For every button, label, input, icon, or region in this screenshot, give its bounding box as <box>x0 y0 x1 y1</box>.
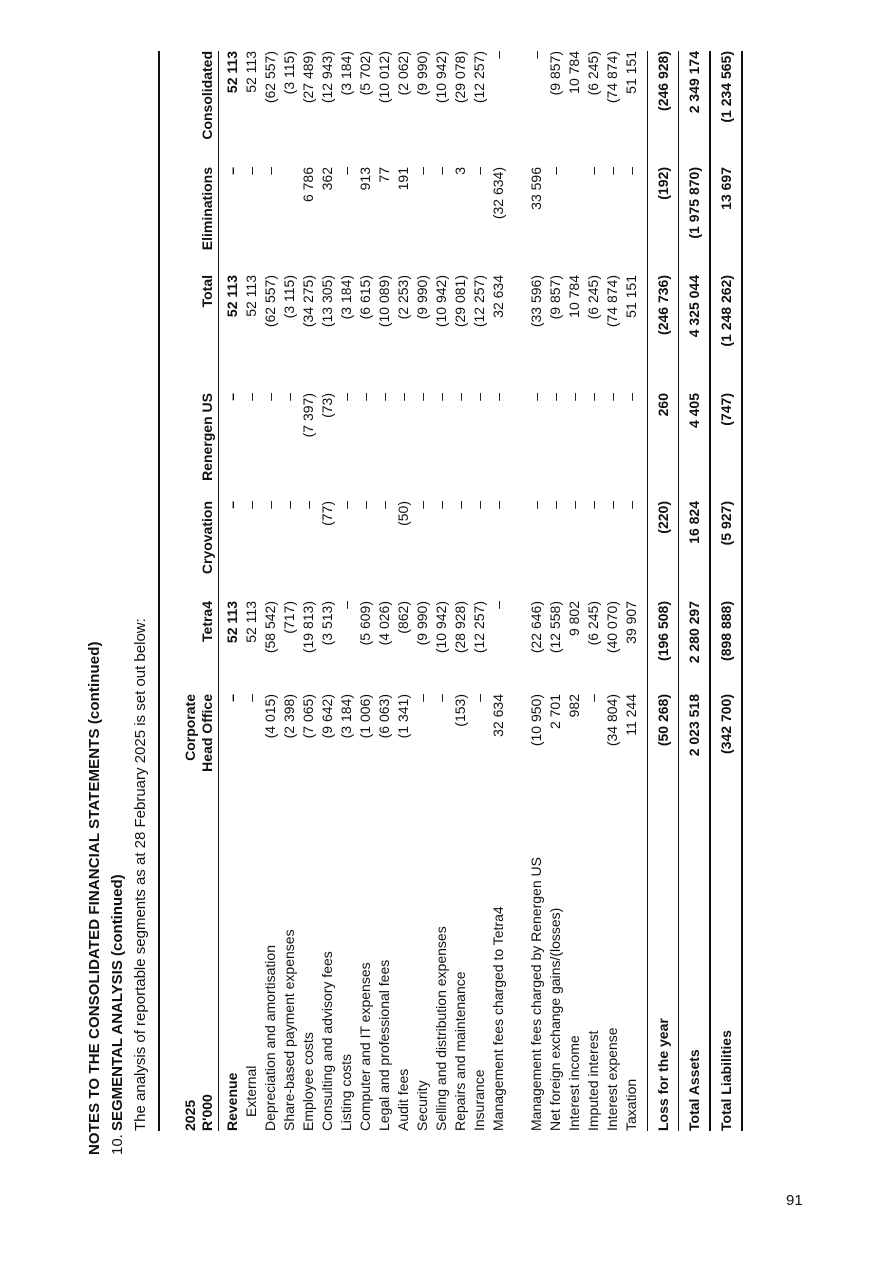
cell-value: – <box>376 501 392 509</box>
cell-value: (10 942) <box>433 51 449 104</box>
cell-value: (1 248 262) <box>717 275 734 347</box>
table-row <box>508 51 546 1131</box>
column-header <box>182 51 216 167</box>
cell-value: (12 257) <box>471 275 487 328</box>
cell-value: (6 615) <box>357 275 373 320</box>
table-row <box>223 51 242 1131</box>
cell-value: – <box>490 393 506 401</box>
column-header-line <box>182 275 199 393</box>
table-row <box>451 51 470 1131</box>
cell-value: (862) <box>395 601 411 634</box>
table-header <box>160 51 218 1131</box>
cell-value: (7 397) <box>300 393 316 438</box>
cell-value: (22 646) <box>528 601 544 654</box>
cell-value: (747) <box>717 393 734 426</box>
cell-value: (10 089) <box>376 275 392 328</box>
cell-value: – <box>224 501 240 509</box>
cell-value: – <box>471 501 487 509</box>
table-totals <box>648 51 743 1131</box>
cell-value: – <box>490 501 506 509</box>
cell-value: (74 874) <box>604 51 620 104</box>
cell-value: (29 081) <box>452 275 468 328</box>
column-header-line <box>182 601 199 694</box>
cell-value: 52 113 <box>224 275 240 318</box>
total-row <box>648 51 678 1131</box>
cell-value: – <box>224 167 240 175</box>
cell-value: 4 325 044 <box>685 275 702 338</box>
cell-value: (1 341) <box>395 694 411 739</box>
cell-value: – <box>357 393 373 401</box>
cell-value: 32 634 <box>490 275 506 318</box>
cell-value: (34 275) <box>300 275 316 328</box>
table-row <box>432 51 451 1131</box>
cell-value: – <box>471 167 487 175</box>
cell-value: 52 113 <box>224 51 240 94</box>
cell-value: (73) <box>319 393 335 418</box>
cell-value: (12 943) <box>319 51 335 104</box>
column-header <box>182 694 216 804</box>
cell-value: (12 257) <box>471 601 487 654</box>
cell-value: 11 244 <box>623 694 639 736</box>
cell-value: – <box>452 393 468 401</box>
cell-value: – <box>528 51 544 59</box>
rotated-page-content <box>86 45 846 1155</box>
cell-value: – <box>243 501 259 509</box>
cell-value: – <box>585 167 601 175</box>
cell-value: (28 928) <box>452 601 468 654</box>
section-title: SEGMENTAL ANALYSIS (continued) <box>109 874 126 1131</box>
row-label: Repairs and maintenance <box>452 971 468 1131</box>
header-year-unit <box>182 804 216 1131</box>
cell-value: – <box>262 393 278 401</box>
cell-value: (153) <box>452 694 468 727</box>
row-label: Computer and IT expenses <box>357 962 373 1131</box>
cell-value: (246 928) <box>654 51 671 111</box>
column-header-line: Cryovation <box>199 501 215 575</box>
cell-value: – <box>604 393 620 401</box>
cell-value: – <box>262 167 278 175</box>
cell-value: – <box>281 501 297 509</box>
cell-value: – <box>547 501 563 509</box>
cell-value: – <box>414 694 430 702</box>
header-rule <box>218 51 219 1131</box>
cell-value: – <box>300 501 316 509</box>
cell-value: – <box>604 501 620 509</box>
cell-value: (50 268) <box>654 694 671 747</box>
cell-value: (27 489) <box>300 51 316 104</box>
cell-value: (3 115) <box>281 275 297 319</box>
cell-value: – <box>338 501 354 509</box>
column-header-line: Eliminations <box>199 167 215 251</box>
cell-value: – <box>623 393 639 401</box>
row-label: Revenue <box>224 1072 240 1131</box>
column-header-line <box>182 393 199 501</box>
cell-value: (77) <box>319 501 335 526</box>
cell-value: (342 700) <box>717 694 734 754</box>
row-label: Taxation <box>623 1078 639 1131</box>
column-header-line: Total <box>199 275 215 308</box>
cell-value: (29 078) <box>452 51 468 104</box>
table-body <box>223 51 641 1131</box>
cell-value: 52 113 <box>243 51 259 93</box>
cell-value: (6 063) <box>376 694 392 739</box>
cell-value: – <box>224 694 240 702</box>
cell-value: – <box>281 393 297 401</box>
cell-value: – <box>490 51 506 59</box>
table-row <box>546 51 565 1131</box>
cell-value: – <box>414 501 430 509</box>
cell-value: 77 <box>376 167 392 183</box>
cell-value: (10 942) <box>433 601 449 654</box>
cell-value: (3 184) <box>338 694 354 739</box>
row-label: Imputed interest <box>585 1030 601 1131</box>
cell-value: (9 857) <box>547 51 563 96</box>
cell-value: – <box>623 501 639 509</box>
cell-value: (58 542) <box>262 601 278 654</box>
table-row <box>470 51 489 1131</box>
cell-value: (9 857) <box>547 275 563 320</box>
totals-rule <box>741 51 743 1131</box>
cell-value: – <box>224 393 240 401</box>
cell-value: (74 874) <box>604 275 620 328</box>
cell-value: 4 405 <box>685 393 702 429</box>
table-row <box>375 51 394 1131</box>
cell-value: (10 012) <box>376 51 392 104</box>
cell-value: – <box>547 167 563 175</box>
cell-value: 982 <box>566 694 582 718</box>
cell-value: – <box>471 393 487 401</box>
cell-value: (196 508) <box>654 601 671 661</box>
column-header-line: Consolidated <box>199 51 215 140</box>
cell-value: – <box>490 601 506 609</box>
row-label: Interest income <box>566 1035 582 1131</box>
cell-value: 913 <box>357 167 373 191</box>
cell-value: 2 023 518 <box>685 694 702 757</box>
cell-value: – <box>433 393 449 401</box>
cell-value: – <box>338 393 354 401</box>
cell-value: – <box>338 601 354 609</box>
row-label: Management fees charged by Renergen US <box>528 857 544 1131</box>
cell-value: (3 513) <box>319 601 335 646</box>
row-label: Legal and professional fees <box>376 959 392 1131</box>
cell-value: 33 596 <box>528 167 544 210</box>
cell-value: – <box>528 501 544 509</box>
cell-value: – <box>585 393 601 401</box>
cell-value: (12 257) <box>471 51 487 104</box>
cell-value: 362 <box>319 167 335 191</box>
cell-value: (1 234 565) <box>717 51 734 123</box>
table-row <box>565 51 584 1131</box>
cell-value: – <box>243 393 259 401</box>
cell-value: (192) <box>654 167 671 200</box>
cell-value: (3 184) <box>338 51 354 96</box>
cell-value: (62 557) <box>262 275 278 328</box>
row-label: Total Assets <box>685 1049 702 1131</box>
table-row <box>280 51 299 1131</box>
cell-value: 52 113 <box>224 601 240 644</box>
table-row <box>356 51 375 1131</box>
cell-value: – <box>338 167 354 175</box>
cell-value: 10 784 <box>566 275 582 318</box>
cell-value: 2 280 297 <box>685 601 702 664</box>
cell-value: 32 634 <box>490 694 506 737</box>
row-label: Net foreign exchange gains/(losses) <box>547 907 563 1131</box>
cell-value: (2 398) <box>281 694 297 739</box>
row-label: Consulting and advisory fees <box>319 951 335 1131</box>
cell-value: (6 245) <box>585 51 601 96</box>
cell-value: – <box>414 167 430 175</box>
cell-value: (4 026) <box>376 601 392 646</box>
cell-value: (10 950) <box>528 694 544 747</box>
cell-value: 3 <box>452 167 468 175</box>
row-label: External <box>243 1065 259 1117</box>
row-label: Interest expense <box>604 1027 620 1131</box>
cell-value: 39 907 <box>623 601 639 644</box>
header-year: 2025 <box>182 1099 198 1131</box>
cell-value: (34 804) <box>604 694 620 747</box>
cell-value: (2 253) <box>395 275 411 320</box>
cell-value: – <box>433 167 449 175</box>
cell-value: (40 070) <box>604 601 620 654</box>
cell-value: (717) <box>281 601 297 634</box>
cell-value: – <box>604 167 620 175</box>
cell-value: 51 151 <box>623 275 639 318</box>
table-row <box>622 51 641 1131</box>
cell-value: 52 113 <box>243 275 259 317</box>
cell-value: – <box>566 393 582 401</box>
cell-value: (3 115) <box>281 51 297 95</box>
cell-value: (9 642) <box>319 694 335 739</box>
column-header-line: Tetra4 <box>199 601 215 642</box>
cell-value: (12 558) <box>547 601 563 654</box>
cell-value: (9 990) <box>414 601 430 646</box>
cell-value: – <box>585 694 601 702</box>
row-label: Listing costs <box>338 1053 354 1131</box>
cell-value: 10 784 <box>566 51 582 94</box>
cell-value: – <box>376 393 392 401</box>
cell-value: (4 015) <box>262 694 278 739</box>
header-unit: R'000 <box>199 1094 215 1131</box>
column-header-line: Head Office <box>199 694 215 772</box>
table-row <box>394 51 413 1131</box>
row-label: Total Liabilities <box>717 1030 734 1131</box>
section-number: 10. <box>109 1134 126 1155</box>
column-header-line: Corporate <box>182 694 198 761</box>
cell-value: (898 888) <box>717 601 734 661</box>
cell-value: (13 305) <box>319 275 335 328</box>
cell-value: (3 184) <box>338 275 354 320</box>
intro-text: The analysis of reportable segments as at 28 February 2025 is set out below: <box>132 618 149 1131</box>
table-row <box>603 51 622 1131</box>
cell-value: 52 113 <box>243 601 259 643</box>
cell-value: – <box>547 393 563 401</box>
cell-value: – <box>471 694 487 702</box>
row-label: Employee costs <box>300 1032 316 1131</box>
cell-value: (5 927) <box>717 501 734 546</box>
table-row <box>242 51 261 1131</box>
cell-value: (6 245) <box>585 275 601 320</box>
cell-value: – <box>585 501 601 509</box>
cell-value: (5 702) <box>357 51 373 96</box>
cell-value: 51 151 <box>623 51 639 94</box>
table-row <box>299 51 318 1131</box>
column-header <box>182 167 216 275</box>
column-header <box>182 275 216 393</box>
cell-value: (62 557) <box>262 51 278 104</box>
table-row <box>337 51 356 1131</box>
cell-value: (7 065) <box>300 694 316 739</box>
cell-value: – <box>452 501 468 509</box>
cell-value: – <box>243 167 259 175</box>
total-row <box>711 51 741 1131</box>
column-header <box>182 393 216 501</box>
cell-value: (19 813) <box>300 601 316 654</box>
cell-value: (246 736) <box>654 275 671 335</box>
column-header-line: Renergen US <box>199 393 215 481</box>
cell-value: 191 <box>395 167 411 191</box>
cell-value: (2 062) <box>395 51 411 96</box>
segment-table <box>158 51 743 1131</box>
row-label: Depreciation and amortisation <box>262 945 278 1131</box>
column-header-line <box>182 167 199 275</box>
table-row <box>489 51 508 1131</box>
cell-value: – <box>357 501 373 509</box>
cell-value: (9 990) <box>414 51 430 96</box>
cell-value: – <box>243 694 259 702</box>
cell-value: (1 006) <box>357 694 373 739</box>
table-row <box>413 51 432 1131</box>
cell-value: (33 596) <box>528 275 544 328</box>
column-header-line <box>182 51 199 167</box>
total-row <box>679 51 709 1131</box>
row-label: Audit fees <box>395 1068 411 1131</box>
table-row <box>584 51 603 1131</box>
cell-value: 16 824 <box>685 501 702 544</box>
cell-value: – <box>395 393 411 401</box>
cell-value: (220) <box>654 501 671 534</box>
cell-value: – <box>566 501 582 509</box>
cell-value: – <box>623 167 639 175</box>
cell-value: 9 802 <box>566 601 582 637</box>
table-row <box>318 51 337 1131</box>
row-label: Insurance <box>471 1069 487 1131</box>
cell-value: – <box>433 694 449 702</box>
cell-value: 6 786 <box>300 167 316 203</box>
row-label: Loss for the year <box>654 1018 671 1131</box>
cell-value: 2 349 174 <box>685 51 702 114</box>
section-heading <box>109 874 126 1155</box>
row-label: Selling and distribution expenses <box>433 926 449 1131</box>
cell-value: 2 701 <box>547 694 563 730</box>
table-row <box>261 51 280 1131</box>
cell-value: – <box>528 393 544 401</box>
page-number: 91 <box>786 1192 803 1209</box>
cell-value: (10 942) <box>433 275 449 328</box>
cell-value: (50) <box>395 501 411 526</box>
cell-value: (1 975 870) <box>685 167 702 239</box>
column-header <box>182 501 216 601</box>
column-header <box>182 601 216 694</box>
cell-value: 13 697 <box>717 167 734 210</box>
cell-value: – <box>414 393 430 401</box>
cell-value: (32 634) <box>490 167 506 220</box>
cell-value: – <box>433 501 449 509</box>
row-label: Security <box>414 1080 430 1131</box>
cell-value: (6 245) <box>585 601 601 646</box>
notes-heading: NOTES TO THE CONSOLIDATED FINANCIAL STATEMENTS (continued) <box>86 641 103 1155</box>
row-label: Share-based payment expenses <box>281 929 297 1131</box>
column-header-line <box>182 501 199 601</box>
cell-value: (9 990) <box>414 275 430 320</box>
row-label: Management fees charged to Tetra4 <box>490 906 506 1131</box>
cell-value: – <box>262 501 278 509</box>
cell-value: (5 609) <box>357 601 373 646</box>
cell-value: 260 <box>654 393 671 417</box>
